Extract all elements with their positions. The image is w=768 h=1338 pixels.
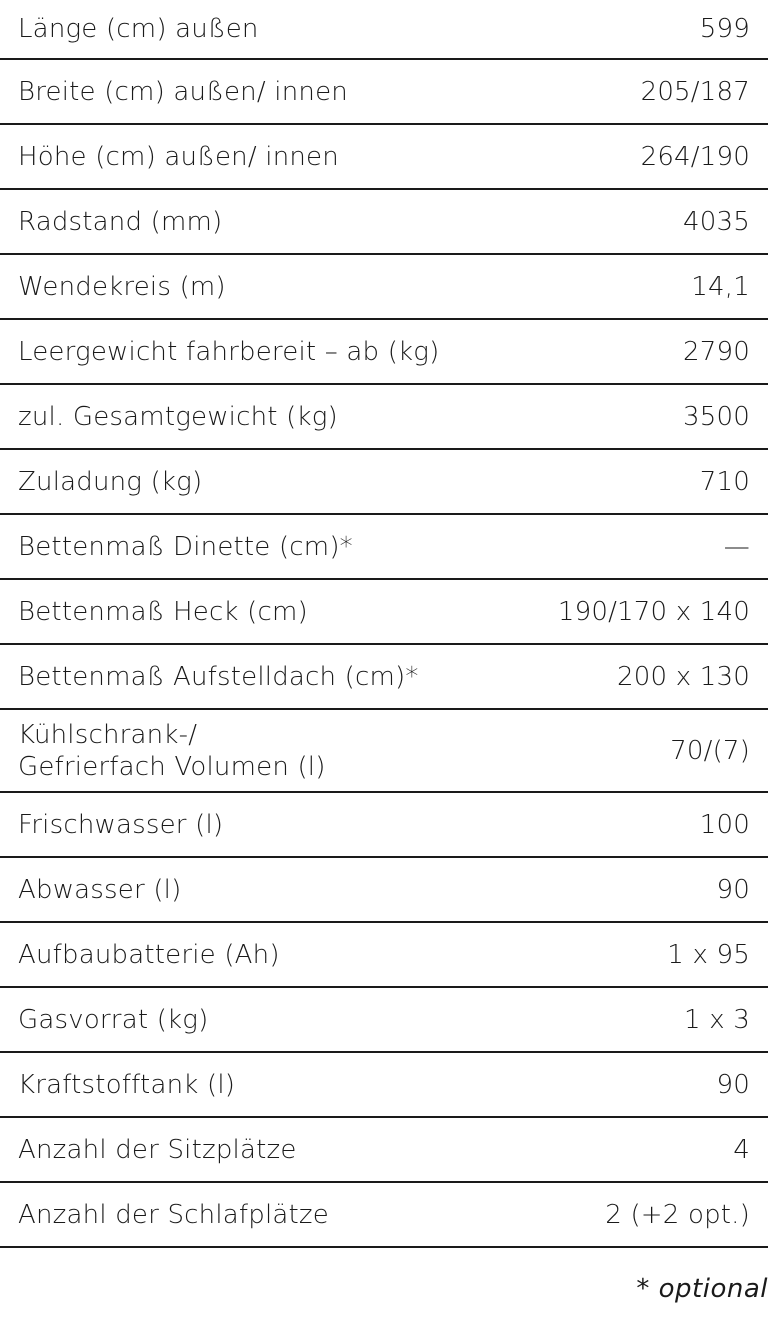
spec-row-laenge xyxy=(0,0,768,60)
spec-label: Anzahl der Sitzplätze xyxy=(18,1134,297,1165)
spec-label: Bettenmaß Heck (cm) xyxy=(18,596,308,627)
spec-row-zuladung xyxy=(0,450,768,515)
spec-label: Anzahl der Schlafplätze xyxy=(18,1199,329,1230)
spec-value: 710 xyxy=(699,466,750,497)
spec-label: zul. Gesamtgewicht (kg) xyxy=(18,401,338,432)
spec-row-abwasser xyxy=(0,858,768,923)
spec-label: Frischwasser (l) xyxy=(18,809,224,840)
spec-label: Bettenmaß Dinette (cm)* xyxy=(18,531,353,562)
spec-label: Bettenmaß Aufstelldach (cm)* xyxy=(18,661,419,692)
spec-value: 90 xyxy=(716,874,750,905)
spec-value: 1 x 3 xyxy=(684,1004,750,1035)
spec-row-bett-heck xyxy=(0,580,768,645)
spec-row-wendekreis xyxy=(0,255,768,320)
spec-row-schlafplaetze xyxy=(0,1183,768,1248)
spec-value: 70/(7) xyxy=(670,735,750,766)
spec-label: Gasvorrat (kg) xyxy=(18,1004,209,1035)
spec-row-sitzplaetze xyxy=(0,1118,768,1183)
spec-row-bett-dinette xyxy=(0,515,768,580)
spec-label: Länge (cm) außen xyxy=(18,14,259,44)
spec-value: 2790 xyxy=(683,336,750,367)
spec-row-frischwasser xyxy=(0,793,768,858)
spec-value: 190/170 x 140 xyxy=(557,596,750,627)
spec-label: Wendekreis (m) xyxy=(18,271,226,302)
spec-row-kuehlschrank xyxy=(0,710,768,793)
spec-value: — xyxy=(723,531,750,562)
spec-row-gasvorrat xyxy=(0,988,768,1053)
spec-row-hoehe xyxy=(0,125,768,190)
spec-label: Breite (cm) außen/ innen xyxy=(18,76,348,107)
spec-label: Leergewicht fahrbereit – ab (kg) xyxy=(18,336,440,367)
spec-row-bett-aufstelldach xyxy=(0,645,768,710)
spec-value: 4 xyxy=(733,1134,750,1165)
spec-value: 599 xyxy=(699,14,750,44)
spec-row-leergewicht xyxy=(0,320,768,385)
spec-value: 3500 xyxy=(683,401,750,432)
spec-label: Kraftstofftank (l) xyxy=(18,1069,236,1100)
spec-label: Abwasser (l) xyxy=(18,874,182,905)
spec-row-aufbaubatterie xyxy=(0,923,768,988)
spec-row-gesamtgewicht xyxy=(0,385,768,450)
spec-label: Aufbaubatterie (Ah) xyxy=(18,939,280,970)
spec-value: 2 (+2 opt.) xyxy=(605,1199,750,1230)
spec-value: 264/190 xyxy=(640,141,750,172)
spec-label: Kühlschrank-/ Gefrierfach Volumen (l) xyxy=(18,719,326,782)
spec-row-breite xyxy=(0,60,768,125)
spec-value: 100 xyxy=(699,809,750,840)
spec-value: 14,1 xyxy=(691,271,750,302)
spec-row-radstand xyxy=(0,190,768,255)
spec-value: 90 xyxy=(716,1069,750,1100)
spec-value: 205/187 xyxy=(640,76,750,107)
spec-label: Zuladung (kg) xyxy=(18,466,203,497)
footnote: * optional xyxy=(636,1274,768,1304)
spec-label: Höhe (cm) außen/ innen xyxy=(18,141,339,172)
spec-row-kraftstofftank xyxy=(0,1053,768,1118)
spec-value: 200 x 130 xyxy=(617,661,750,692)
spec-value: 1 x 95 xyxy=(667,939,750,970)
spec-label: Radstand (mm) xyxy=(18,206,223,237)
spec-value: 4035 xyxy=(683,206,750,237)
